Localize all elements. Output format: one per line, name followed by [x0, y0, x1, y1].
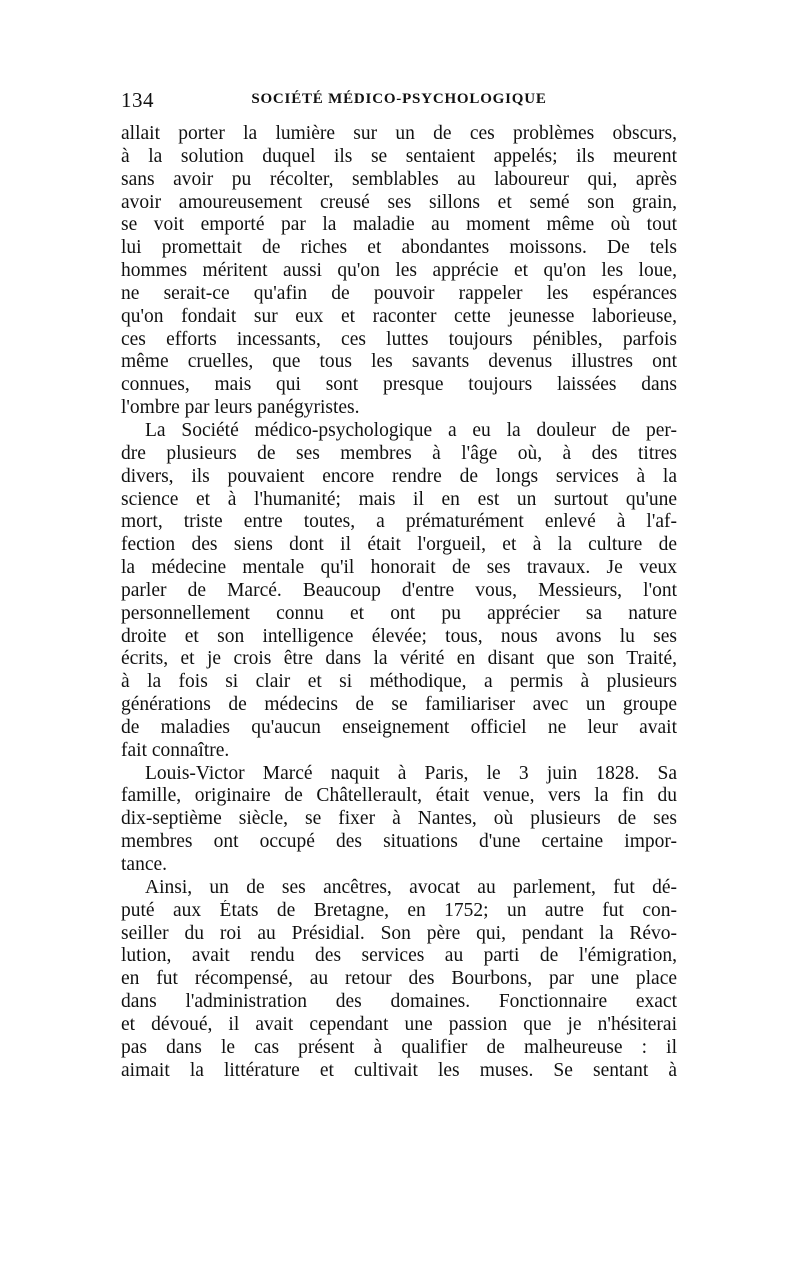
text-line: puté aux États de Bretagne, en 1752; un autre fut con-: [121, 899, 677, 921]
text-line: à la fois si clair et si méthodique, a permis à plusieurs: [121, 671, 677, 693]
text-line: générations de médecins de se familiariser avec un groupe: [121, 694, 677, 716]
text-line: de maladies qu'aucun enseignement officiel ne leur avait: [121, 716, 677, 738]
text-line: et dévoué, il avait cependant une passion que je n'hésiterai: [121, 1013, 677, 1035]
text-line: à la solution duquel ils se sentaient appelés; ils meurent: [121, 145, 677, 167]
text-line: en fut récompensé, au retour des Bourbons, par une place: [121, 968, 677, 990]
text-line: famille, originaire de Châtellerault, était venue, vers la fin du: [121, 785, 677, 807]
text-line: aimait la littérature et cultivait les muses. Se sentant à: [121, 1059, 677, 1081]
text-line: allait porter la lumière sur un de ces problèmes obscurs,: [121, 123, 677, 144]
text-line: avoir amoureusement creusé ses sillons et semé son grain,: [121, 191, 677, 213]
text-line: même cruelles, que tous les savants devenus illustres ont: [121, 351, 677, 373]
text-line: Louis-Victor Marcé naquit à Paris, le 3 juin 1828. Sa: [145, 762, 677, 784]
text-line: membres ont occupé des situations d'une certaine impor-: [121, 831, 677, 853]
body-text: [121, 123, 677, 1082]
page-number: 134: [121, 88, 154, 112]
text-line: parler de Marcé. Beaucoup d'entre vous, Messieurs, l'ont: [121, 579, 677, 601]
text-line: tance.: [121, 854, 168, 875]
text-line: fait connaître.: [121, 739, 230, 761]
text-line: connues, mais qui sont presque toujours laissées dans: [121, 374, 677, 396]
text-line: qu'on fondait sur eux et raconter cette jeunesse laborieuse,: [121, 305, 677, 327]
text-line: se voit emporté par la maladie au moment même où tout: [121, 214, 677, 236]
page-header: [121, 88, 677, 118]
text-line: lution, avait rendu des services au parti de l'émigration,: [121, 945, 677, 967]
text-line: sans avoir pu récolter, semblables au laboureur qui, après: [121, 168, 677, 190]
text-line: personnellement connu et ont pu apprécier sa nature: [121, 602, 677, 624]
text-line: dre plusieurs de ses membres à l'âge où, à des titres: [121, 442, 677, 464]
text-line: seiller du roi au Présidial. Son père qui, pendant la Révo-: [121, 922, 677, 944]
text-line: science et à l'humanité; mais il en est un surtout qu'une: [121, 488, 677, 510]
text-line: la médecine mentale qu'il honorait de ses travaux. Je veux: [121, 557, 677, 579]
text-line: droite et son intelligence élevée; tous, nous avons lu ses: [121, 625, 677, 647]
running-head: SOCIÉTÉ MÉDICO-PSYCHOLOGIQUE: [251, 91, 547, 107]
text-line: lui promettait de riches et abondantes moissons. De tels: [121, 237, 677, 259]
text-line: ne serait-ce qu'afin de pouvoir rappeler les espérances: [121, 282, 677, 304]
text-line: fection des siens dont il était l'orgueil, et à la culture de: [121, 534, 677, 556]
text-line: écrits, et je crois être dans la vérité en disant que son Traité,: [121, 648, 677, 670]
text-line: ces efforts incessants, ces luttes toujours pénibles, parfois: [121, 328, 677, 350]
text-line: divers, ils pouvaient encore rendre de longs services à la: [121, 465, 677, 487]
text-line: dix-septième siècle, se fixer à Nantes, où plusieurs de ses: [121, 808, 677, 830]
text-line: Ainsi, un de ses ancêtres, avocat au parlement, fut dé-: [145, 876, 677, 898]
text-line: hommes méritent aussi qu'on les apprécie et qu'on les loue,: [121, 260, 677, 282]
text-line: l'ombre par leurs panégyristes.: [121, 397, 360, 419]
text-line: La Société médico-psychologique a eu la douleur de per-: [145, 419, 677, 441]
text-line: dans l'administration des domaines. Fonctionnaire exact: [121, 991, 677, 1013]
text-line: mort, triste entre toutes, a prématurément enlevé à l'af-: [121, 511, 677, 533]
text-line: pas dans le cas présent à qualifier de malheureuse : il: [121, 1036, 677, 1058]
